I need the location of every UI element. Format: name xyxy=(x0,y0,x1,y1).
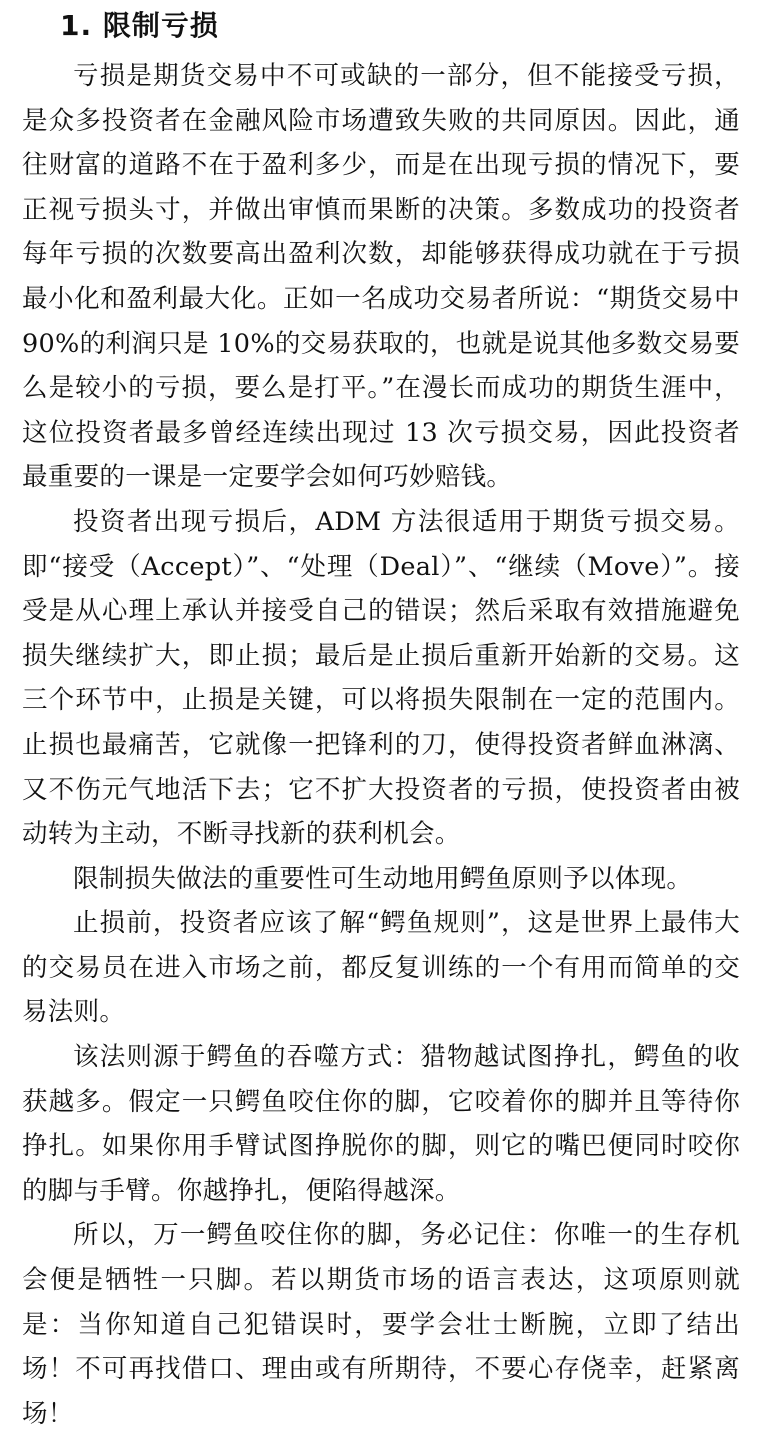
paragraph-crocodile-analogy: 该法则源于鳄鱼的吞噬方式：猎物越试图挣扎，鳄鱼的收获越多。假定一只鳄鱼咬住你的脚，它咬着你的脚并且等待你挣扎。如果你用手臂试图挣脱你的脚，则它的嘴巴便同时咬你的脚与手臂。你越挣扎，便陷得越深。 xyxy=(22,1042,740,1206)
paragraph-conclusion: 所以，万一鳄鱼咬住你的脚，务必记住：你唯一的生存机会便是牺牲一只脚。若以期货市场的语言表达，这项原则就是：当你知道自己犯错误时，要学会壮士断腕，立即了结出场！不可再找借口、理由或有所期待，不要心存侥幸，赶紧离场！ xyxy=(22,1220,740,1429)
paragraph-crocodile-rule: 止损前，投资者应该了解“鳄鱼规则”，这是世界上最伟大的交易员在进入市场之前，都反复训练的一个有用而简单的交易法则。 xyxy=(22,908,740,1028)
paragraph-adm-method: 投资者出现亏损后，ADM 方法很适用于期货亏损交易。即“接受（Accept）”、“处理（Deal）”、“继续（Move）”。接受是从心理上承认并接受自己的错误；然后采取有效措施避免损失继续扩大，即止损；最后是止损后重新开始新的交易。这三个环节中，止损是关键，可以将损失限制在一定的范围内。止损也最痛苦，它就像一把锋利的刀，使得投资者鲜血淋漓、又不伤元气地活下去；它不扩大投资者的亏损，使投资者由被动转为主动，不断寻找新的获利机会。 xyxy=(22,506,740,850)
paragraph-loss-acceptance: 亏损是期货交易中不可或缺的一部分，但不能接受亏损，是众多投资者在金融风险市场遭致失败的共同原因。因此，通往财富的道路不在于盈利多少，而是在出现亏损的情况下，要正视亏损头寸，并做出审慎而果断的决策。多数成功的投资者每年亏损的次数要高出盈利次数，却能够获得成功就在于亏损最小化和盈利最大化。正如一名成功交易者所说：“期货交易中 90%的利润只是 10%的交易获取的，也就是说其他多数交易要么是较小的亏损，要么是打平。”在漫长而成功的期货生涯中，这位投资者最多曾经连续出现过 13 次亏损交易，因此投资者最重要的一课是一定要学会如何巧妙赔钱。 xyxy=(22,61,740,493)
section-heading: 1. 限制亏损 xyxy=(60,9,219,42)
paragraph-crocodile-principle-intro: 限制损失做法的重要性可生动地用鳄鱼原则予以体现。 xyxy=(73,863,693,894)
